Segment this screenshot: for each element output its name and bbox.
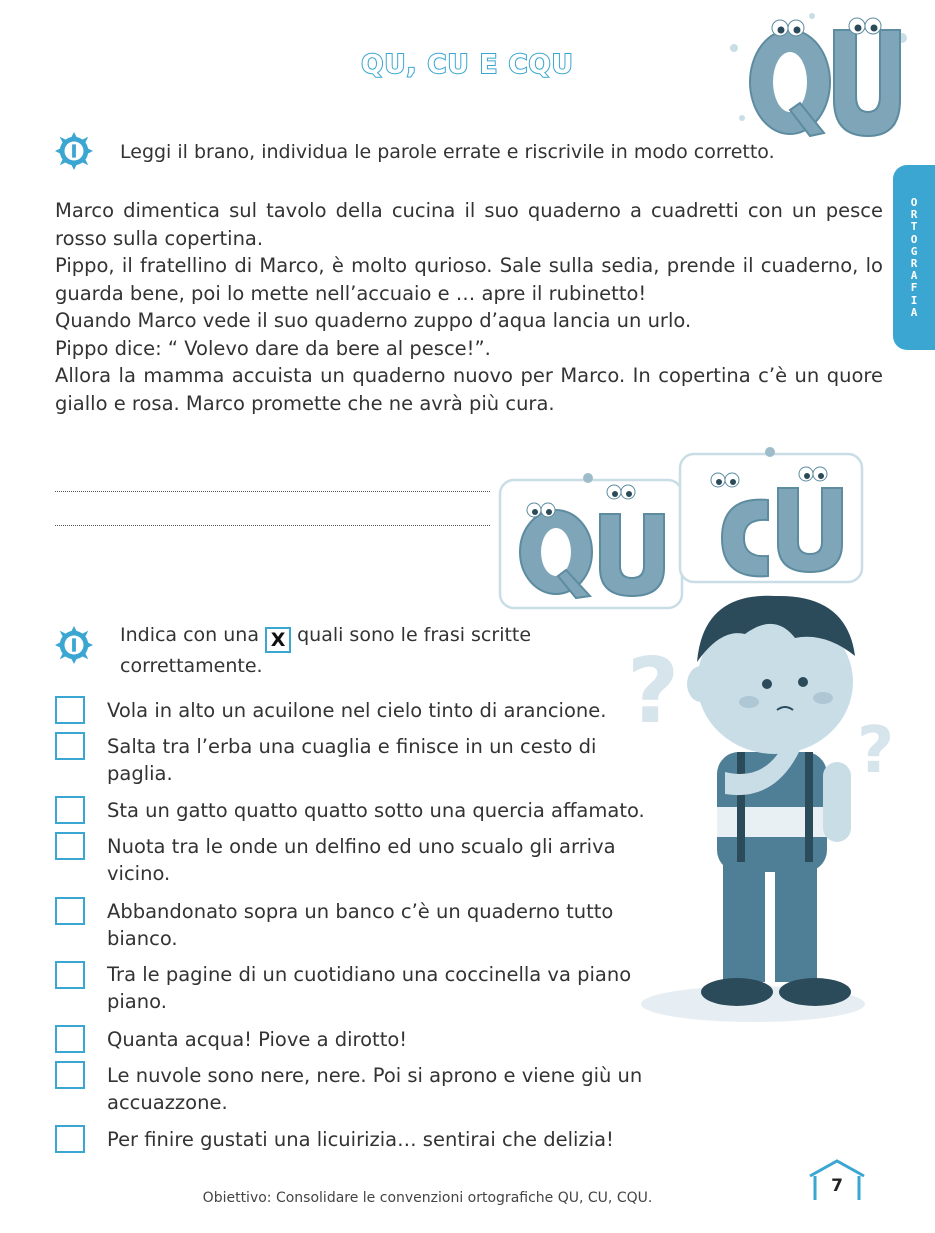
passage-paragraph: Pippo, il fratellino di Marco, è molto qurioso. Sale sulla sedia, prende il cuaderno, lo guarda bene, poi lo mette nell’accuaio e … apre il rubinetto! <box>55 254 883 305</box>
svg-text:?: ? <box>857 714 895 788</box>
footer-objective: Obiettivo: Consolidare le convenzioni ortografiche QU, CU, CQU. <box>202 1190 653 1206</box>
sentence-checkbox[interactable] <box>55 732 85 760</box>
instruction-text: Indica con una <box>120 624 259 646</box>
passage-text <box>55 197 883 417</box>
sentence-item: Le nuvole sono nere, nere. Poi si aprono e viene giù un accuazzone. <box>107 1064 643 1114</box>
side-tab-letter: A <box>910 305 918 319</box>
passage-paragraph: Allora la mamma accuista un quaderno nuovo per Marco. In copertina c’è un quore giallo e rosa. Marco promette che ne avrà più cura. <box>55 364 883 415</box>
sentence-checkbox[interactable] <box>55 796 85 824</box>
exercise2-instruction <box>120 622 590 679</box>
sentence-item: Abbandonato sopra un banco c’è un quaderno tutto bianco. <box>107 900 614 950</box>
side-tab-letter: O <box>910 196 918 209</box>
side-tab-letter: R <box>910 208 918 222</box>
sentence-item: Sta un gatto quatto quatto sotto una quercia affamato. <box>107 799 645 822</box>
sentence-item: Salta tra l’erba una cuaglia e finisce in un cesto di paglia. <box>107 735 597 785</box>
svg-text:?: ? <box>627 639 680 744</box>
side-tab-letter: I <box>910 293 918 307</box>
exercise-sun-icon <box>55 132 93 170</box>
sentence-item: Quanta acqua! Piove a dirotto! <box>107 1028 408 1051</box>
answer-line[interactable] <box>55 491 490 492</box>
sentence-item: Tra le pagine di un cuotidiano una coccinella va piano piano. <box>107 963 632 1013</box>
x-mark-example: X <box>265 627 291 653</box>
side-tab-letter: O <box>910 232 918 246</box>
passage-paragraph: Quando Marco vede il suo quaderno zuppo d’aqua lancia un urlo. <box>55 309 692 332</box>
side-tab-letter: A <box>910 269 918 283</box>
passage-paragraph: Pippo dice: “ Volevo dare da bere al pesce!”. <box>55 336 491 360</box>
side-tab-letter: G <box>910 244 918 258</box>
sentence-checkbox[interactable] <box>55 961 85 989</box>
sentence-checkbox[interactable] <box>55 897 85 925</box>
ortografia-side-tab <box>893 165 935 350</box>
side-tab-label <box>893 197 935 319</box>
side-tab-letter: T <box>910 220 918 234</box>
sentence-checkbox[interactable] <box>55 832 85 860</box>
qu-letters-illustration <box>712 8 912 140</box>
instruction-text: quali sono le frasi scritte correttamente. <box>120 624 532 677</box>
thinking-boy-illustration <box>625 572 895 1032</box>
page-title: QU, CU E CQU <box>361 50 574 80</box>
sentence-item: Per finire gustati una licuirizia… sentirai che delizia! <box>107 1128 614 1151</box>
exercise-sun-icon <box>55 626 93 664</box>
sentence-checkbox[interactable] <box>55 1025 85 1053</box>
sentence-checkbox[interactable] <box>55 1125 85 1153</box>
answer-line[interactable] <box>55 525 490 526</box>
exercise1-instruction: Leggi il brano, individua le parole errate e riscrivile in modo corretto. <box>120 141 775 163</box>
sentence-item: Nuota tra le onde un delfino ed uno scualo gli arriva vicino. <box>107 835 616 885</box>
page-number: 7 <box>831 1176 843 1196</box>
passage-paragraph: Marco dimentica sul tavolo della cucina il suo quaderno a cuadretti con un pesce rosso sulla copertina. <box>55 199 883 250</box>
sentence-checkbox[interactable] <box>55 1061 85 1089</box>
sentence-item: Vola in alto un acuilone nel cielo tinto di arancione. <box>107 699 607 722</box>
side-tab-letter: R <box>910 257 918 271</box>
side-tab-letter: F <box>910 281 918 295</box>
sentence-checkbox[interactable] <box>55 696 85 724</box>
